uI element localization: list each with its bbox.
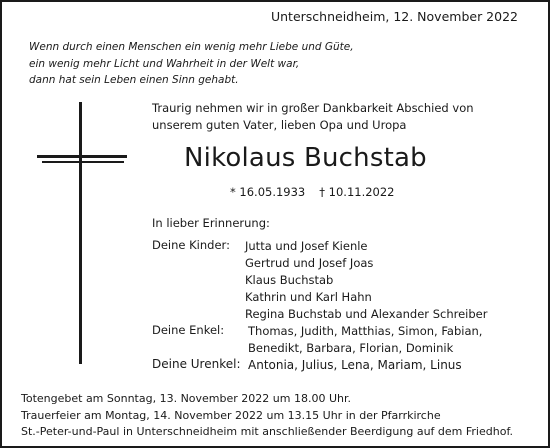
life-dates [230, 185, 395, 199]
death-date: † 10.11.2022 [319, 185, 395, 199]
grandchildren-label: Deine Enkel: [152, 323, 225, 337]
cross-horizontal-bar-shadow [42, 161, 124, 163]
service-line: Trauerfeier am Montag, 14. November 2022 um 13.15 Uhr in der Pfarrkirche [21, 408, 441, 422]
cross-vertical-bar [79, 102, 82, 364]
great-grandchildren-label: Deine Urenkel: [152, 357, 241, 371]
service-line: Totengebet am Sonntag, 13. November 2022 um 18.00 Uhr. [21, 392, 351, 405]
children-list [245, 238, 487, 323]
intro-line: unserem guten Vater, lieben Opa und Uropa [152, 118, 407, 132]
place-date: Unterschneidheim, 12. November 2022 [270, 9, 518, 24]
list-item: Klaus Buchstab [245, 273, 334, 287]
service-details [21, 391, 513, 441]
list-item: Regina Buchstab und Alexander Schreiber [245, 307, 488, 321]
list-item: Benedikt, Barbara, Florian, Dominik [248, 341, 454, 355]
birth-date: * 16.05.1933 [230, 185, 306, 199]
poem-line: Wenn durch einen Menschen ein wenig mehr Liebe und Güte, [29, 41, 354, 53]
memory-heading: In lieber Erinnerung: [152, 216, 270, 230]
grandchildren-list [248, 323, 482, 357]
cross-horizontal-bar [37, 155, 127, 158]
list-item: Gertrud und Josef Joas [245, 256, 374, 270]
list-item: Jutta und Josef Kienle [245, 239, 368, 253]
great-grandchildren-list: Antonia, Julius, Lena, Mariam, Linus [248, 358, 462, 372]
poem-line: ein wenig mehr Licht und Wahrheit in der Welt war, [29, 57, 300, 70]
deceased-name: Nikolaus Buchstab [184, 143, 427, 173]
children-label: Deine Kinder: [152, 238, 230, 252]
intro-text [152, 100, 474, 134]
poem-line: dann hat sein Leben einen Sinn gehabt. [29, 74, 239, 86]
intro-line: Traurig nehmen wir in großer Dankbarkeit Abschied von [152, 101, 474, 115]
list-item: Thomas, Judith, Matthias, Simon, Fabian, [248, 324, 483, 338]
memorial-poem [29, 39, 354, 89]
service-line: St.-Peter-und-Paul in Unterschneidheim mit anschließender Beerdigung auf dem Friedhof. [21, 425, 514, 438]
list-item: Kathrin und Karl Hahn [245, 290, 372, 304]
